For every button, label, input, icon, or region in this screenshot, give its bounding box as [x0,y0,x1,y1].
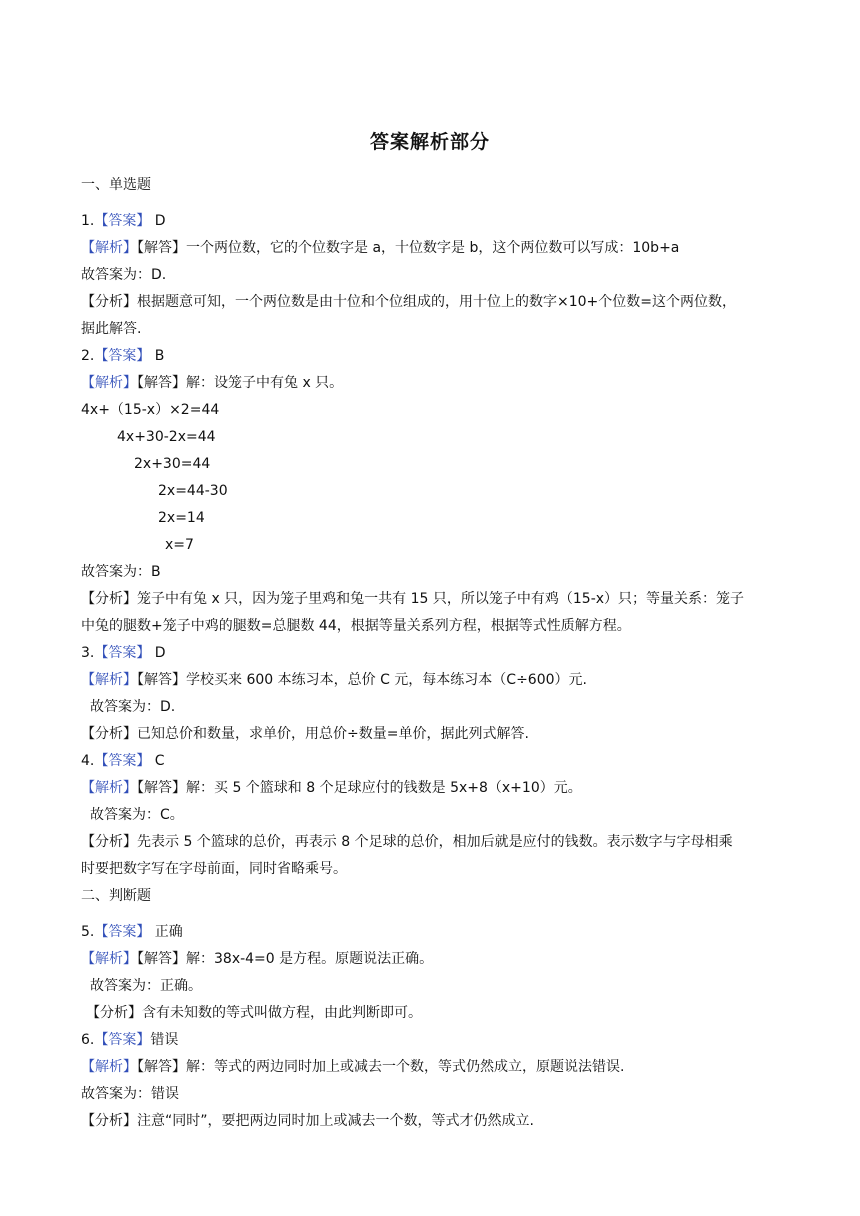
q3-conclusion: 故答案为：D. [90,699,176,715]
q4-answer-line [81,751,165,771]
fenxi-tag: 【分析】 [81,834,137,850]
q3-solution: 学校买来 600 本练习本，总价 C 元，每本练习本（C÷600）元. [186,672,587,688]
q6-conclusion: 故答案为：错误 [81,1086,179,1102]
answer-tag: 【答案】 [94,213,151,229]
answer-tag: 【答案】 [94,753,151,769]
jiexi-tag: 【解析】 [81,780,137,796]
answer-tag: 【答案】 [94,924,151,940]
q3-number: 3. [81,645,95,661]
q5-answer: 正确 [150,924,183,940]
q6-answer-line [81,1030,178,1050]
fenxi-tag: 【分析】 [81,726,137,742]
q2-conclusion: 故答案为：B [81,564,161,580]
q4-conclusion: 故答案为：C。 [90,807,184,823]
q6-solution-line [81,1057,624,1077]
q1-analysis-1: 根据题意可知，一个两位数是由十位和个位组成的，用十位上的数字×10+个位数=这个两位数， [137,294,737,310]
q5-analysis: 含有未知数的等式叫做方程，由此判断即可。 [142,1005,422,1021]
q2-step-3: 2x+30=44 [134,456,211,472]
q2-solution-line [81,373,343,393]
q5-solution-line [81,949,433,969]
q2-step-2: 4x+30-2x=44 [117,429,216,445]
q4-solution: 解：买 5 个篮球和 8 个足球应付的钱数是 5x+8（x+10）元。 [186,780,582,796]
page-title: 答案解析部分 [369,131,490,153]
q1-analysis-line-1 [81,292,736,312]
q3-answer-line [81,643,166,663]
q4-analysis-line-1 [81,832,733,852]
q2-solution: 解：设笼子中有兔 x 只。 [186,375,344,391]
q5-answer-line [81,922,183,942]
q3-answer: D [150,645,166,661]
section-heading-true-false: 二、判断题 [81,888,151,904]
q1-answer-line [81,211,166,231]
q2-step-1: 4x+（15-x）×2=44 [81,402,220,418]
q3-analysis-line [81,724,529,744]
q2-answer: B [150,348,165,364]
q4-analysis-line-2: 时要把数字写在字母前面，同时省略乘号。 [81,861,347,877]
q1-analysis-line-2: 据此解答. [81,321,142,337]
answer-tag: 【答案】 [94,645,151,661]
fenxi-tag: 【分析】 [81,591,137,607]
q2-number: 2. [81,348,95,364]
fenxi-tag: 【分析】 [81,1113,137,1129]
q3-solution-line [81,670,587,690]
q5-analysis-line [86,1003,422,1023]
q6-answer: 错误 [150,1032,179,1048]
jieda-tag: 【解答】 [137,375,186,391]
q2-answer-line [81,346,164,366]
answer-tag: 【答案】 [94,348,151,364]
jieda-tag: 【解答】 [137,1059,186,1075]
jiexi-tag: 【解析】 [81,375,137,391]
q1-solution-line [81,238,679,258]
q1-number: 1. [81,213,95,229]
jiexi-tag: 【解析】 [81,1059,137,1075]
jiexi-tag: 【解析】 [81,951,137,967]
q6-number: 6. [81,1032,95,1048]
q5-number: 5. [81,924,95,940]
jiexi-tag: 【解析】 [81,672,137,688]
q1-solution: 一个两位数，它的个位数字是 a，十位数字是 b，这个两位数可以写成：10b+a [186,240,680,256]
section-heading-single-choice: 一、单选题 [81,177,151,193]
q2-step-4: 2x=44-30 [158,483,228,499]
q6-analysis-line [81,1111,534,1131]
q4-number: 4. [81,753,95,769]
q2-step-5: 2x=14 [158,510,205,526]
q2-analysis-line-2: 中兔的腿数+笼子中鸡的腿数=总腿数 44，根据等量关系列方程，根据等式性质解方程。 [81,618,631,634]
q2-analysis-1: 笼子中有兔 x 只，因为笼子里鸡和兔一共有 15 只，所以笼子中有鸡（15-x）只；等量关系：笼子 [137,591,745,607]
q4-solution-line [81,778,582,798]
q5-solution: 解：38x-4=0 是方程。原题说法正确。 [186,951,434,967]
jieda-tag: 【解答】 [137,672,186,688]
q2-step-6: x=7 [165,537,194,553]
q5-conclusion: 故答案为：正确。 [90,978,202,994]
q1-answer: D [150,213,166,229]
q3-analysis: 已知总价和数量，求单价，用总价÷数量=单价，据此列式解答. [137,726,529,742]
jiexi-tag: 【解析】 [81,240,137,256]
jieda-tag: 【解答】 [137,951,186,967]
q4-answer: C [150,753,165,769]
q6-solution: 解：等式的两边同时加上或减去一个数，等式仍然成立，原题说法错误. [186,1059,625,1075]
q6-analysis: 注意“同时”，要把两边同时加上或减去一个数，等式才仍然成立. [137,1113,534,1129]
jieda-tag: 【解答】 [137,240,186,256]
answer-tag: 【答案】 [94,1032,151,1048]
q1-conclusion: 故答案为：D. [81,267,167,283]
q4-analysis-1: 先表示 5 个篮球的总价，再表示 8 个足球的总价，相加后就是应付的钱数。表示数字与字母相乘 [137,834,733,850]
fenxi-tag: 【分析】 [86,1005,142,1021]
fenxi-tag: 【分析】 [81,294,137,310]
jieda-tag: 【解答】 [137,780,186,796]
q2-analysis-line-1 [81,589,744,609]
